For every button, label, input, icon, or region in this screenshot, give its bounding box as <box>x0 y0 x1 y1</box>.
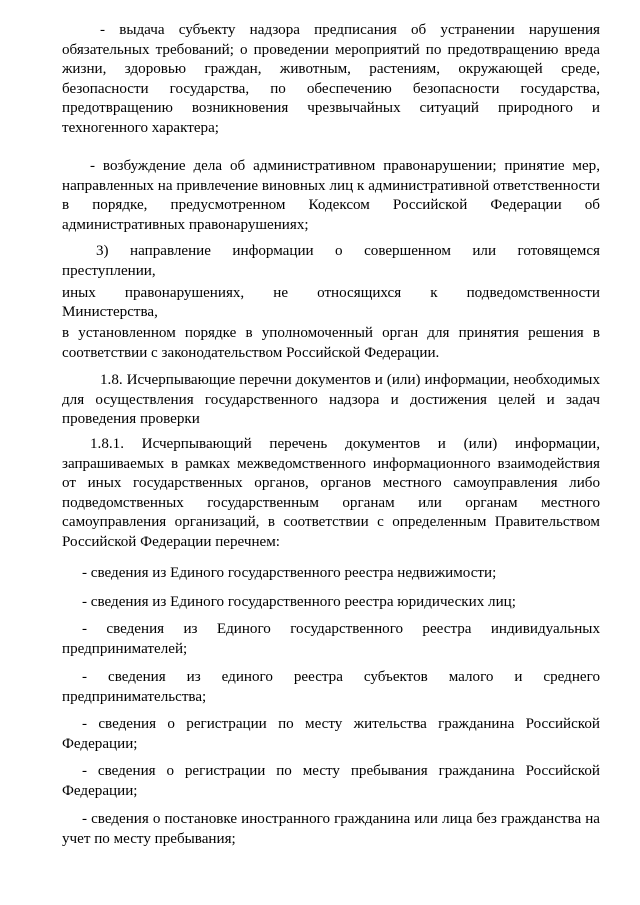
paragraph-administrative-case: - возбуждение дела об административном правонарушении; принятие мер, направленных на привлечение виновных лиц к административной ответственности в порядке, предусмотренном Кодексом Российской Федерации об административных правонарушениях; <box>62 158 600 233</box>
paragraph-information-referral-line2: преступлении, <box>62 263 156 279</box>
list-item-residence-registration: - сведения о регистрации по месту жительства гражданина Российской Федерации; <box>62 716 600 752</box>
paragraph-information-referral-line1: 3) направление информации о совершенном или готовящемся <box>96 243 600 259</box>
paragraph-information-referral-line4: Министерства, <box>62 304 158 320</box>
list-item-stay-registration: - сведения о регистрации по месту пребывания гражданина Российской Федерации; <box>62 763 600 799</box>
list-item-small-business-registry: - сведения из единого реестра субъектов малого и среднего предпринимательства; <box>62 669 600 705</box>
section-heading-1-8: 1.8. Исчерпывающие перечни документов и (или) информации, необходимых для осуществления государственного надзора и достижения целей и задач проведения проверки <box>62 372 600 428</box>
list-item-real-estate-registry: - сведения из Единого государственного реестра недвижимости; <box>82 565 497 581</box>
paragraph-information-referral-line3: иных правонарушениях, не относящихся к подведомственности <box>62 285 600 301</box>
paragraph-information-referral-line5: в установленном порядке в уполномоченный орган для принятия решения в соответствии с законодательством Российской Федерации. <box>62 325 600 361</box>
list-item-foreign-citizen-registration: - сведения о постановке иностранного гражданина или лица без гражданства на учет по месту пребывания; <box>62 811 600 847</box>
paragraph-1-8-1: 1.8.1. Исчерпывающий перечень документов и (или) информации, запрашиваемых в рамках межведомственного информационного взаимодействия от иных государственных органов, органов местного самоуправления либо подведомственных государственным органам или органам местного самоуправления организаций, в соответствии с определенным Правительством Российской Федерации перечнем: <box>62 436 600 550</box>
paragraph-issue-order: - выдача субъекту надзора предписания об устранении нарушения обязательных требований; о проведении мероприятий по предотвращению вреда жизни, здоровью граждан, животным, растениям, окружающей среде, безопасности государства, по обеспечению безопасности государства, предотвращению возникновения чрезвычайных ситуаций природного и техногенного характера; <box>62 22 600 136</box>
list-item-legal-entities-registry: - сведения из Единого государственного реестра юридических лиц; <box>82 594 516 610</box>
list-item-entrepreneurs-registry: - сведения из Единого государственного реестра индивидуальных предпринимателей; <box>62 621 600 657</box>
